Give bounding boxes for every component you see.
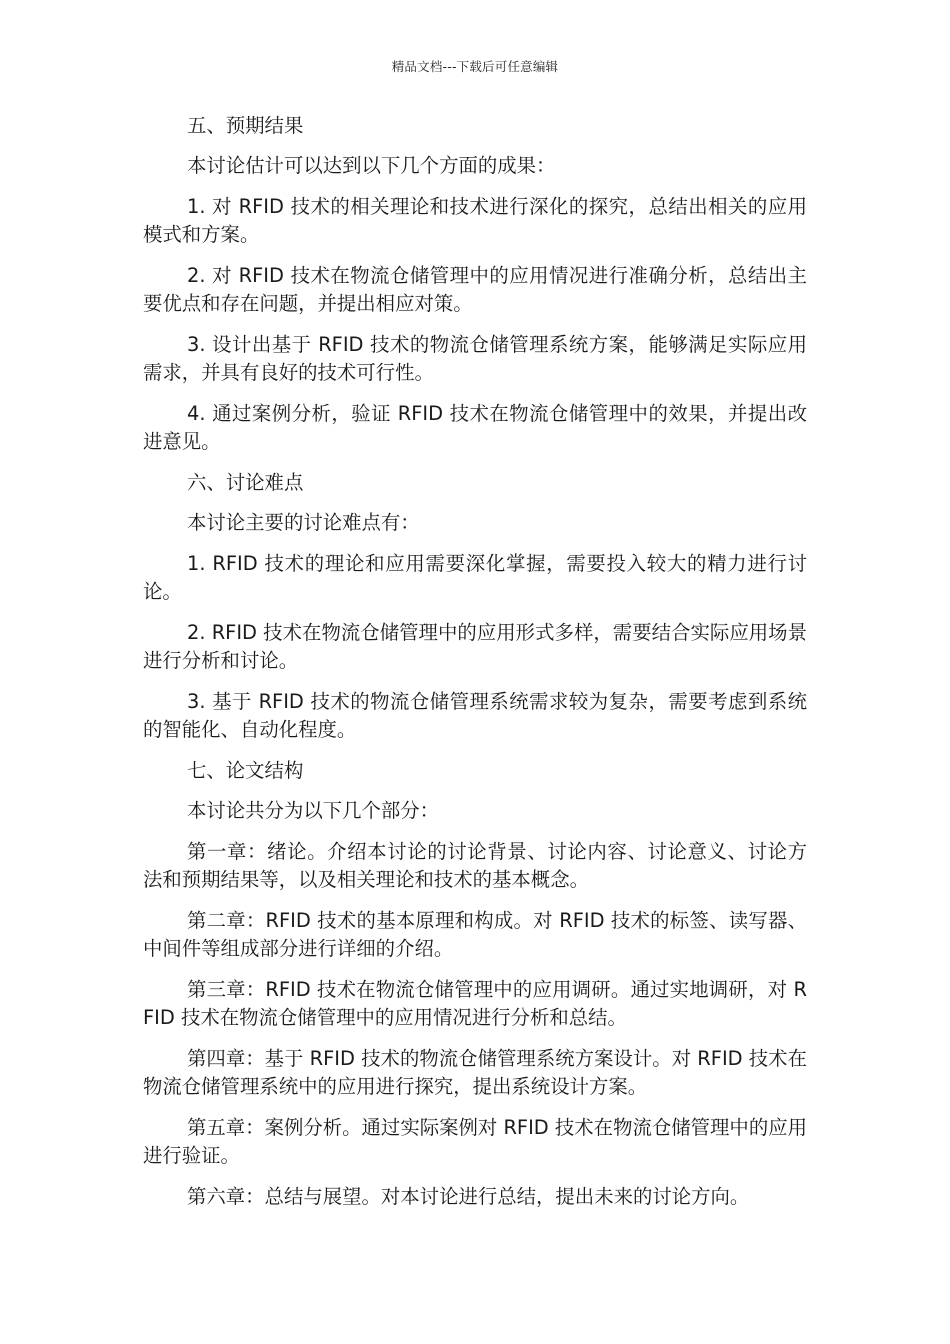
chapter-item: 第四章：基于 RFID 技术的物流仓储管理系统方案设计。对 RFID 技术在物流仓储管理系统中的应用进行探究，提出系统设计方案。 xyxy=(143,1047,807,1098)
section-heading-expected-results: 五、预期结果 xyxy=(187,114,304,137)
section-heading-thesis-structure: 七、论文结构 xyxy=(187,759,304,782)
paragraph: 本讨论主要的讨论难点有： xyxy=(187,511,420,534)
section-heading-difficulties: 六、讨论难点 xyxy=(187,471,304,494)
list-item: 3. 设计出基于 RFID 技术的物流仓储管理系统方案，能够满足实际应用需求，并具有良好的技术可行性。 xyxy=(143,333,807,384)
list-item: 2. 对 RFID 技术在物流仓储管理中的应用情况进行准确分析，总结出主要优点和存在问题，并提出相应对策。 xyxy=(143,264,807,315)
list-item: 1. RFID 技术的理论和应用需要深化掌握，需要投入较大的精力进行讨论。 xyxy=(143,552,807,603)
paragraph: 本讨论估计可以达到以下几个方面的成果： xyxy=(187,154,556,177)
paragraph: 本讨论共分为以下几个部分： xyxy=(187,799,440,822)
list-item: 4. 通过案例分析，验证 RFID 技术在物流仓储管理中的效果，并提出改进意见。 xyxy=(143,402,807,453)
list-item: 3. 基于 RFID 技术的物流仓储管理系统需求较为复杂，需要考虑到系统的智能化、自动化程度。 xyxy=(143,690,807,741)
list-item: 1. 对 RFID 技术的相关理论和技术进行深化的探究，总结出相关的应用模式和方案。 xyxy=(143,195,807,246)
page-header: 精品文档---下载后可任意编辑 xyxy=(391,59,559,74)
chapter-item: 第一章：绪论。介绍本讨论的讨论背景、讨论内容、讨论意义、讨论方法和预期结果等，以及相关理论和技术的基本概念。 xyxy=(143,840,807,891)
chapter-item: 第六章：总结与展望。对本讨论进行总结，提出未来的讨论方向。 xyxy=(187,1185,750,1208)
chapter-item: 第二章：RFID 技术的基本原理和构成。对 RFID 技术的标签、读写器、中间件等组成部分进行详细的介绍。 xyxy=(143,909,807,960)
chapter-item: 第三章：RFID 技术在物流仓储管理中的应用调研。通过实地调研，对 RFID 技术在物流仓储管理中的应用情况进行分析和总结。 xyxy=(143,978,807,1029)
chapter-item: 第五章：案例分析。通过实际案例对 RFID 技术在物流仓储管理中的应用进行验证。 xyxy=(143,1116,807,1167)
list-item: 2. RFID 技术在物流仓储管理中的应用形式多样，需要结合实际应用场景进行分析和讨论。 xyxy=(143,621,807,672)
document-body xyxy=(143,112,807,1224)
